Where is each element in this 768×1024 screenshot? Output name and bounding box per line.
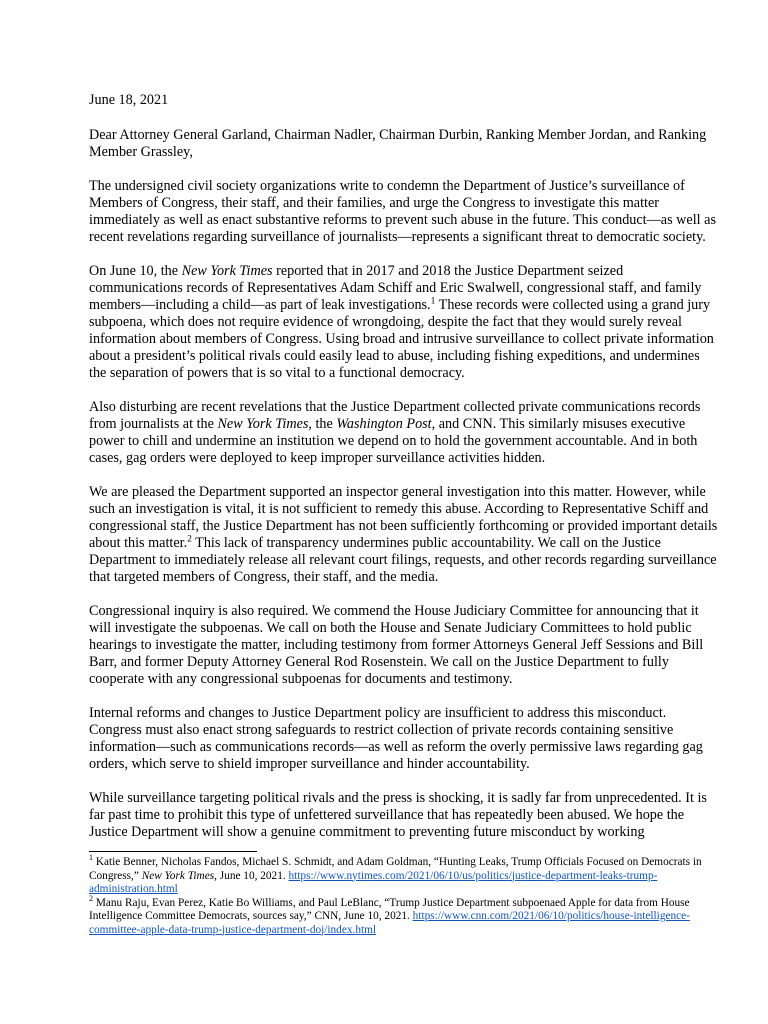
paragraph-intro: The undersigned civil society organizations write to condemn the Department of Justice’s surveillance of Members of Congress, their staff, and their families, and urge the Congress to investigate this matter immediately as well as enact substantive reforms to prevent such abuse in the future. This conduct—as well as recent revelations regarding surveillance of journalists—represents a significant threat to democratic society. [89, 178, 716, 245]
paragraph-closing: While surveillance targeting political rivals and the press is shocking, it is sadly far from unprecedented. It is far past time to prohibit this type of unfettered surveillance that has repeatedly been abused. We hope the Justice Department will show a genuine commitment to preventing future misconduct by working [89, 790, 707, 840]
footnote-2: $^2$ Manu Raju, Evan Perez, Katie Bo Williams, and Paul LeBlanc, “Trump Justice Department subpoenaed Apple for data from House Intelligence Committee Democrats, sources say,” CNN, June 10, 2021. https://www.cnn.com/2021/06/10/politics/house-intelligence-committee-apple-data-trump-justice-department-doj/index.html [89, 893, 690, 936]
salutation: Dear Attorney General Garland, Chairman Nadler, Chairman Durbin, Ranking Member Jordan, and Ranking Member Grassley, [89, 127, 707, 160]
footnote-2-link[interactable]: https://www.cnn.com/2021/06/10/politics/house-intelligence-committee-apple-data-trump-justice-department-doj/index.html [89, 910, 690, 936]
paragraph-journalists: Also disturbing are recent revelations that the Justice Department collected private communications records from journalists at the New York Times, the Washington Post, and CNN. This similarly misuses executive power to chill and undermine an institution we depend on to hold the government accountable. And in both cases, gag orders were deployed to keep improper surveillance activities hidden. [89, 399, 701, 466]
footnote-ref-2[interactable]: 2 [187, 534, 192, 545]
paragraph-reforms: Internal reforms and changes to Justice Department policy are insufficient to address this misconduct. Congress must also enact strong safeguards to restrict collection of private records containing sensitive information—such as communications records—as well as reform the overly permissive laws regarding gag orders, which serve to shield improper surveillance and hinder accountability. [89, 705, 703, 772]
paragraph-congress-surveillance: On June 10, the New York Times reported that in 2017 and 2018 the Justice Department seized communications records of Representatives Adam Schiff and Eric Swalwell, congressional staff, and family members—including a child—as part of leak investigations.$^1$ These records were collected using a grand jury subpoena, which does not require evidence of wrongdoing, despite the fact that they would surely reveal information about members of Congress. Using broad and intrusive surveillance to collect private information about a president’s political rivals could easily lead to abuse, including fishing expeditions, and undermines the separation of powers that is so vital to a functional democracy. [89, 263, 714, 381]
footnote-divider [89, 851, 257, 852]
paragraph-inspector-general: We are pleased the Department supported an inspector general investigation into this matter. However, while such an investigation is vital, it is not sufficient to remedy this abuse. According to Representative Schiff and congressional staff, the Justice Department has not been sufficiently forthcoming or provided important details about this matter.$^2$ This lack of transparency undermines public accountability. We call on the Justice Department to immediately release all relevant court filings, requests, and other records regarding surveillance that targeted members of Congress, their staff, and the media. [89, 484, 718, 585]
letter-date: June 18, 2021 [89, 92, 169, 108]
footnote-1: $^1$ Katie Benner, Nicholas Fandos, Michael S. Schmidt, and Adam Goldman, “Hunting Leaks, Trump Officials Focused on Democrats in Congress,” New York Times, June 10, 2021. https://www.nytimes.com/2021/06/10/us/politics/justice-department-leaks-trump-administration.html [89, 853, 702, 895]
footnote-1-link[interactable]: https://www.nytimes.com/2021/06/10/us/politics/justice-department-leaks-trump-administration.html [89, 869, 658, 895]
footnote-ref-1[interactable]: 1 [430, 296, 436, 307]
paragraph-congressional-inquiry: Congressional inquiry is also required. We commend the House Judiciary Committee for announcing that it will investigate the subpoenas. We call on both the House and Senate Judiciary Committees to hold public hearings to investigate the matter, including testimony from former Attorneys General Jeff Sessions and Bill Barr, and former Deputy Attorney General Rod Rosenstein. We call on the Justice Department to fully cooperate with any congressional subpoenas for documents and testimony. [89, 603, 704, 687]
